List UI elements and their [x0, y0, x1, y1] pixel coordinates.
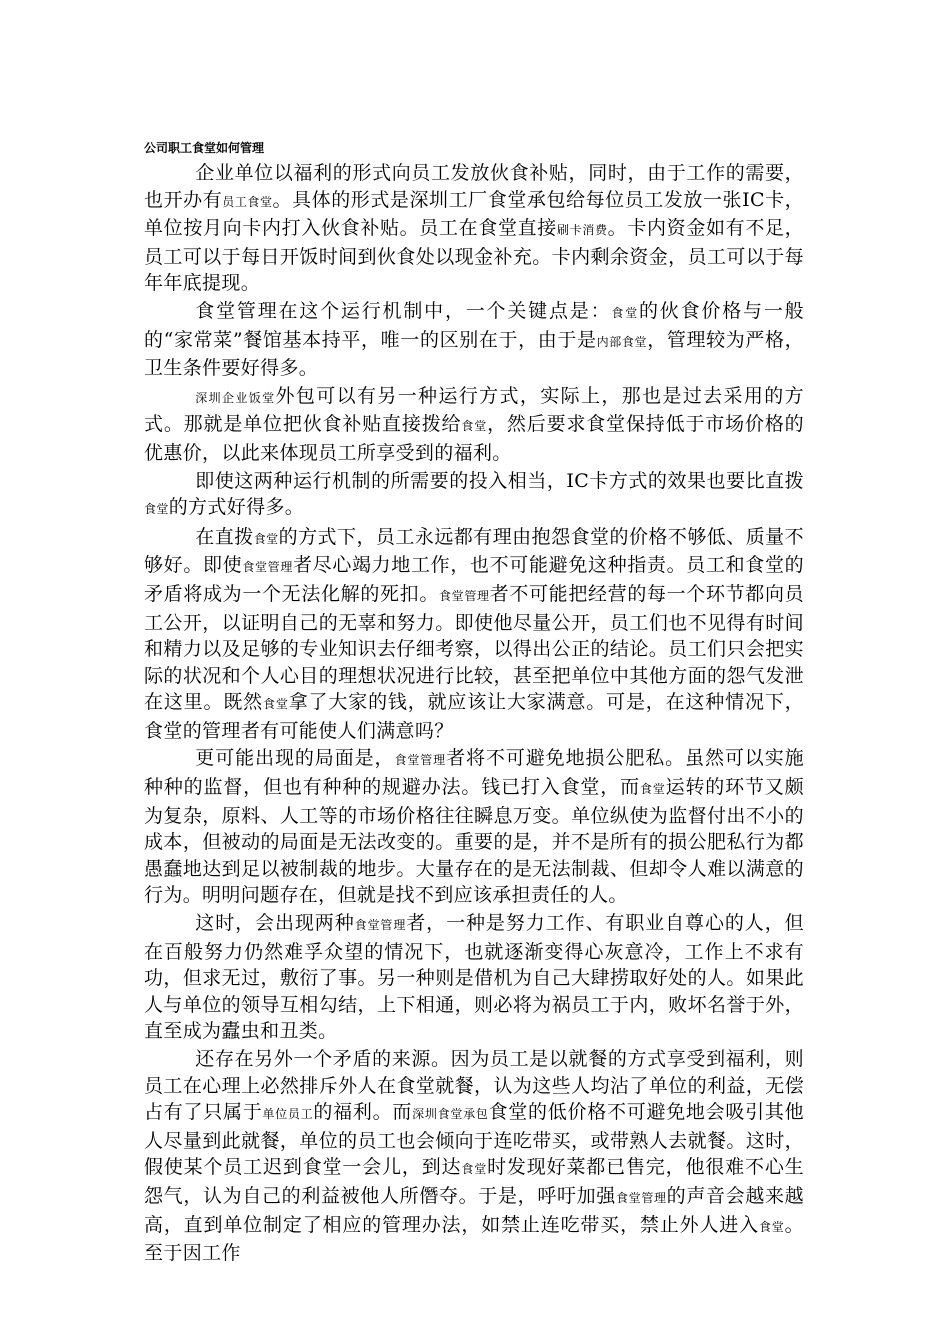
inline-small-text: 食堂: [253, 531, 279, 546]
inline-small-text: 食堂: [461, 1162, 488, 1177]
paragraph-2: [144, 298, 804, 382]
paragraph-text: 的福利。而: [313, 1101, 413, 1124]
paragraph-text: 者，一种是努力工作、有职业自尊心的人，但在百般努力仍然难孚众望的情况下，也就逐渐变得心灰意冷，工作上不求有功，但求无过，敷衍了事。另一种则是借机为自己大肆捞取好处的人。如果此人与单位的领导互相勾结，上下相通，则必将为祸员工于内，败坏名誉于外，直至成为蠹虫和丑类。: [144, 912, 804, 1043]
paragraph-text: 。卡内资金如有不足，员工可以于每日开饭时间到伙食处以现金补充。卡内剩余资金，员工可以于每年年底提现。: [144, 217, 804, 295]
inline-small-text: 深圳企业饭堂: [195, 390, 276, 405]
inline-small-text: 食堂管理: [438, 588, 490, 603]
inline-small-text: 食堂管理: [394, 753, 447, 768]
paragraph-text: 食堂管理在这个运行机制中，一个关键点是：: [195, 299, 612, 322]
paragraph-text: 的声音会越来越高，直到单位制定了相应的管理办法，如禁止连吃带买，禁止外人进入: [144, 1184, 805, 1236]
paragraph-text: 。具体的形式是深圳工厂食堂承包给每位员工发放一张IC卡，单位按月向卡内打入伙食补贴。员工在食堂直接: [144, 188, 804, 240]
paragraph-7: [144, 910, 804, 1045]
paragraph-8: [144, 1046, 804, 1267]
paragraph-text: 即使这两种运行机制的所需要的投入相当，IC卡方式的效果也要比直拨: [195, 469, 804, 492]
paragraph-text: 食堂的低价格不可避免地会吸引其他人尽量到此就餐，单位的员工也会倾向于连吃带买，或带熟人去就餐。这时，假使某个员工迟到食堂一会儿，到达: [144, 1101, 804, 1179]
paragraph-text: ，然后要求食堂保持低于市场价格的优惠价，以此来体现员工所享受到的福利。: [144, 413, 805, 464]
inline-small-text: 食堂: [639, 782, 666, 797]
paragraph-text: 者尽心竭力地工作，也不可能避免这种指责。员工和食堂的矛盾将成为一个无法化解的死扣。: [144, 554, 804, 605]
inline-small-text: 食堂管理: [615, 1190, 667, 1205]
paragraph-text: 这时，会出现两种: [195, 912, 355, 935]
document-body: [144, 160, 804, 1267]
inline-small-text: 食堂: [144, 502, 169, 517]
paragraph-text: 者将不可避免地损公肥私。虽然可以实施种种的监督，但也有种种的规避办法。钱已打入食堂，而: [144, 747, 804, 799]
inline-small-text: 员工食堂: [222, 194, 273, 209]
paragraph-6: [144, 745, 804, 909]
document-page: [144, 138, 804, 1268]
paragraph-text: 企业单位以福利的形式向员工发放伙食补贴，同时，由于工作的需要，也开办有: [144, 162, 804, 211]
paragraph-text: 运转的环节又颇为复杂，原料、人工等的市场价格往往瞬息万变。单位纵使为监督付出不小的成本，但被动的局面是无法改变的。重要的是，并不是所有的损公肥私行为都愚蠢地达到足以被制裁的地步。大量存在的是无法制裁、但却令人难以满意的行为。明明问题存在，但就是找不到应该承担责任的人。: [144, 776, 804, 907]
inline-small-text: 食堂管理: [242, 560, 293, 575]
paragraph-text: 外包可以有另一种运行方式，实际上，那也是过去采用的方式。那就是单位把伙食补贴直接拨给: [144, 384, 804, 436]
paragraph-text: 。至于因工作: [144, 1213, 805, 1265]
inline-small-text: 刷卡消费: [556, 223, 608, 238]
inline-small-text: 食堂: [758, 1219, 785, 1234]
paragraph-text: 的方式下，员工永远都有理由抱怨食堂的价格不够低、质量不够好。即使: [144, 525, 804, 577]
paragraph-text: 的方式好得多。: [168, 496, 305, 519]
paragraph-text: 更可能出现的局面是，: [195, 747, 395, 770]
paragraph-text: 时发现好菜都已售完，他很难不心生怨气，认为自己的利益被他人所僭夺。于是，呼吁加强: [144, 1156, 805, 1207]
paragraph-5: [144, 524, 804, 745]
paragraph-text: 在直拨: [195, 525, 254, 548]
inline-small-text: 食堂: [611, 305, 639, 320]
paragraph-text: 还存在另外一个矛盾的来源。因为员工是以就餐的方式享受到福利，则员工在心理上必然排斥外人在食堂就餐，认为这些人均沾了单位的利益，无偿占有了只属于: [144, 1048, 804, 1124]
inline-small-text: 内部食堂: [596, 334, 648, 349]
paragraph-text: 者不可能把经营的每一个环节都向员工公开，以证明自己的无辜和努力。即使他尽量公开，员工们也不见得有时间和精力以及足够的专业知识去仔细考察，以得出公正的结论。员工们只会把实际的状况和个人心目的理想状况进行比较，甚至把单位中其他方面的怨气发泄在这里。既然: [144, 582, 804, 714]
paragraph-text: 的伙食价格与一般的“家常菜”餐馆基本持平，唯一的区别在于，由于是: [144, 299, 804, 351]
inline-small-text: 食堂: [263, 697, 289, 712]
inline-small-text: 食堂管理: [354, 918, 407, 933]
document-title: 公司职工食堂如何管理: [144, 141, 265, 155]
paragraph-text: 拿了大家的钱，就应该让大家满意。可是，在这种情况下，食堂的管理者有可能使人们满意吗？: [144, 691, 805, 742]
inline-small-text: 单位员工: [262, 1107, 314, 1122]
paragraph-3: [144, 383, 804, 467]
paragraph-text: ，管理较为严格，卫生条件要好得多。: [144, 328, 804, 380]
inline-small-text: 食堂: [461, 419, 488, 434]
inline-small-text: 深圳食堂承包: [412, 1107, 489, 1122]
paragraph-4: [144, 468, 804, 523]
paragraph-1: [144, 160, 804, 297]
